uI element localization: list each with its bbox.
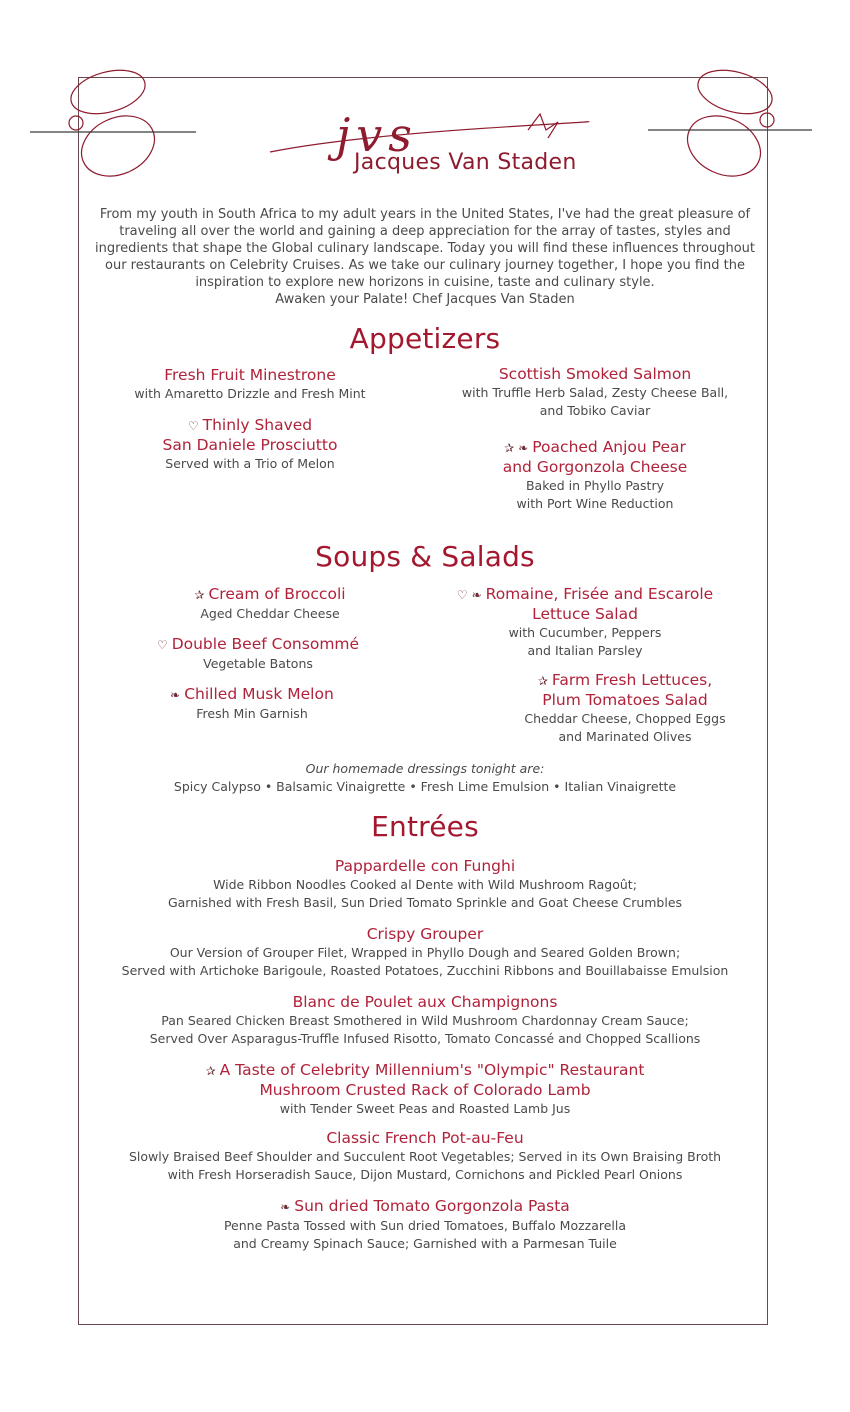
item-name: Fresh Fruit Minestrone xyxy=(164,366,336,384)
item-name: Poached Anjou Pear xyxy=(532,438,686,456)
item-name: Double Beef Consommé xyxy=(171,635,360,653)
leaf-icon: ❧ xyxy=(518,441,529,455)
item-name: Pappardelle con Funghi xyxy=(334,857,516,875)
item-name-line-2: and Gorgonzola Cheese xyxy=(502,458,688,476)
dressings-list: Spicy Calypso • Balsamic Vinaigrette • Fresh Lime Emulsion • Italian Vinaigrette xyxy=(173,779,677,794)
item-name: Classic French Pot-au-Feu xyxy=(326,1129,524,1147)
star-icon: ✰ xyxy=(537,674,548,688)
item-description: with Truffle Herb Salad, Zesty Cheese Ball, xyxy=(461,385,729,400)
menu-item xyxy=(80,1061,770,1118)
item-description-line-2: and Italian Parsley xyxy=(527,643,643,658)
item-name: Thinly Shaved xyxy=(202,416,313,434)
section-title-appetizers: Appetizers xyxy=(349,322,501,355)
item-name: Scottish Smoked Salmon xyxy=(498,365,692,383)
item-name: Crispy Grouper xyxy=(366,925,484,943)
item-description-line-2: and Creamy Spinach Sauce; Garnished with a Parmesan Tuile xyxy=(233,1236,617,1251)
item-description-line-2: with Fresh Horseradish Sauce, Dijon Mustard, Cornichons and Pickled Pearl Onions xyxy=(167,1167,683,1182)
item-description-line-2: and Tobiko Caviar xyxy=(539,403,651,418)
item-description: Pan Seared Chicken Breast Smothered in Wild Mushroom Chardonnay Cream Sauce; xyxy=(161,1013,689,1028)
item-description: Aged Cheddar Cheese xyxy=(200,606,340,621)
menu-item xyxy=(100,416,400,473)
chef-name: Jacques Van Staden xyxy=(354,150,577,175)
item-description: Slowly Braised Beef Shoulder and Succulent Root Vegetables; Served in its Own Braising Broth xyxy=(128,1149,722,1164)
item-name-line-2: Plum Tomatoes Salad xyxy=(542,691,708,709)
item-description: with Amaretto Drizzle and Fresh Mint xyxy=(134,386,366,401)
leaf-icon: ❧ xyxy=(471,588,482,602)
intro-text: From my youth in South Africa to my adult years in the United States, I've had the great pleasure of traveling all over the world and gaining a deep appreciation for the array of tastes, styles and ingredients that shape the Global culinary landscape. Today you will find these influences throughout our restaurants on Celebrity Cruises. As we take our culinary journey together, I hope you find the inspiration to explore new horizons in cuisine, taste and culinary style. xyxy=(94,207,756,290)
item-description: Our Version of Grouper Filet, Wrapped in Phyllo Dough and Seared Golden Brown; xyxy=(169,945,681,960)
menu-item xyxy=(80,857,770,912)
menu-item xyxy=(480,671,770,746)
item-description: Penne Pasta Tossed with Sun dried Tomatoes, Buffalo Mozzarella xyxy=(223,1218,627,1233)
star-icon: ✰ xyxy=(194,588,205,602)
menu-item xyxy=(100,366,400,403)
menu-item xyxy=(102,685,402,723)
intro-paragraph xyxy=(90,206,760,308)
item-description: with Tender Sweet Peas and Roasted Lamb Jus xyxy=(279,1101,571,1116)
menu-item xyxy=(80,1197,770,1253)
item-name: Blanc de Poulet aux Champignons xyxy=(292,993,558,1011)
item-name: Sun dried Tomato Gorgonzola Pasta xyxy=(294,1197,570,1215)
item-name: Chilled Musk Melon xyxy=(184,685,334,703)
item-description-line-2: with Port Wine Reduction xyxy=(516,496,674,511)
heart-icon: ♡ xyxy=(456,588,468,602)
section-title-soups-salads: Soups & Salads xyxy=(315,540,535,573)
item-description: Baked in Phyllo Pastry xyxy=(525,478,664,493)
item-name-line-2: San Daniele Prosciutto xyxy=(162,436,338,454)
item-name-line-2: Mushroom Crusted Rack of Colorado Lamb xyxy=(259,1081,591,1099)
star-icon: ✰ xyxy=(504,441,515,455)
intro-signoff: Awaken your Palate! Chef Jacques Van Staden xyxy=(275,292,575,307)
item-description-line-2: Served Over Asparagus-Truffle Infused Risotto, Tomato Concassé and Chopped Scallions xyxy=(149,1031,701,1046)
item-name: Romaine, Frisée and Escarole xyxy=(485,585,714,603)
chef-monogram: jvs xyxy=(336,108,418,162)
menu-item xyxy=(440,438,750,513)
leaf-icon: ❧ xyxy=(170,688,181,702)
item-description: with Cucumber, Peppers xyxy=(508,625,662,640)
item-description-line-2: Served with Artichoke Barigoule, Roasted Potatoes, Zucchini Ribbons and Bouillabaisse Emulsion xyxy=(121,963,729,978)
menu-item xyxy=(80,1129,770,1184)
item-description: Fresh Min Garnish xyxy=(196,706,308,721)
heart-icon: ♡ xyxy=(156,638,168,652)
menu-item xyxy=(435,585,735,660)
item-description: Vegetable Batons xyxy=(203,656,313,671)
item-description-line-2: Garnished with Fresh Basil, Sun Dried Tomato Sprinkle and Goat Cheese Crumbles xyxy=(167,895,683,910)
item-name: A Taste of Celebrity Millennium's "Olympic" Restaurant xyxy=(219,1061,645,1079)
heart-icon: ♡ xyxy=(187,419,199,433)
menu-item xyxy=(440,365,750,420)
item-name: Cream of Broccoli xyxy=(208,585,346,603)
menu-item xyxy=(80,993,770,1048)
leaf-icon: ❧ xyxy=(280,1200,291,1214)
item-description: Served with a Trio of Melon xyxy=(165,456,335,471)
menu-item xyxy=(80,925,770,980)
menu-item xyxy=(108,635,408,673)
star-icon: ✰ xyxy=(205,1064,216,1078)
item-description: Cheddar Cheese, Chopped Eggs xyxy=(524,711,726,726)
dressings-title: Our homemade dressings tonight are: xyxy=(305,761,545,776)
item-description: Wide Ribbon Noodles Cooked al Dente with Wild Mushroom Ragoût; xyxy=(213,877,637,892)
menu-item xyxy=(120,585,420,623)
item-description-line-2: and Marinated Olives xyxy=(558,729,692,744)
item-name: Farm Fresh Lettuces, xyxy=(551,671,713,689)
item-name-line-2: Lettuce Salad xyxy=(532,605,638,623)
section-title-entrees: Entrées xyxy=(371,810,479,843)
